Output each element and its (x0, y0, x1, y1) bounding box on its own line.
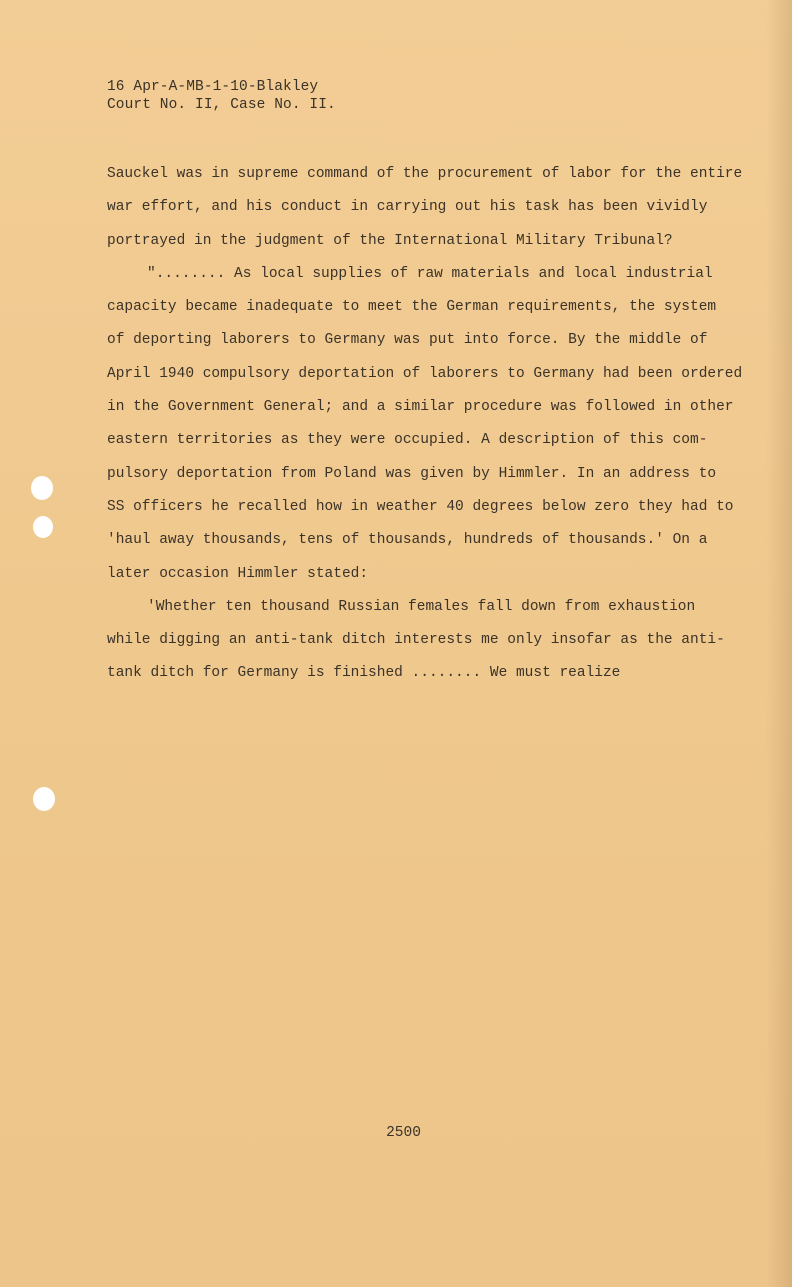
punch-hole-bottom (33, 787, 55, 811)
body-line-9: eastern territories as they were occupied. A description of this com- (107, 432, 708, 449)
body-line-8: in the Government General; and a similar procedure was followed in other (107, 399, 734, 416)
body-line-16: tank ditch for Germany is finished ........ We must realize (107, 665, 621, 682)
body-line-15: while digging an anti-tank ditch interests me only insofar as the anti- (107, 632, 725, 649)
page-edge-shadow (766, 0, 792, 1287)
punch-hole-top (31, 476, 53, 500)
document-body (107, 158, 743, 691)
header-reference-line: 16 Apr-A-MB-1-10-Blakley (107, 79, 319, 95)
punch-hole-middle (33, 516, 53, 538)
header-court-line: Court No. II, Case No. II. (107, 97, 336, 113)
body-line-3: portrayed in the judgment of the International Military Tribunal? (107, 232, 673, 249)
body-line-12: 'haul away thousands, tens of thousands, hundreds of thousands.' On a (107, 532, 708, 549)
body-line-13: later occasion Himmler stated: (107, 565, 369, 582)
body-line-1: Sauckel was in supreme command of the procurement of labor for the entire (107, 166, 743, 182)
body-line-4: "........ As local supplies of raw materials and local industrial (147, 265, 713, 282)
body-line-6: of deporting laborers to Germany was put into force. By the middle of (107, 332, 708, 349)
body-line-7: April 1940 compulsory deportation of laborers to Germany had been ordered (107, 365, 743, 382)
body-line-14: 'Whether ten thousand Russian females fall down from exhaustion (147, 598, 696, 615)
body-line-5: capacity became inadequate to meet the German requirements, the system (107, 299, 717, 316)
page-number (0, 1125, 792, 1141)
body-line-10: pulsory deportation from Poland was given by Himmler. In an address to (107, 465, 717, 482)
document-header (107, 78, 336, 114)
body-line-2: war effort, and his conduct in carrying out his task has been vividly (107, 199, 708, 216)
page-number-text: 2500 (386, 1125, 421, 1141)
body-line-11: SS officers he recalled how in weather 40 degrees below zero they had to (107, 498, 734, 515)
